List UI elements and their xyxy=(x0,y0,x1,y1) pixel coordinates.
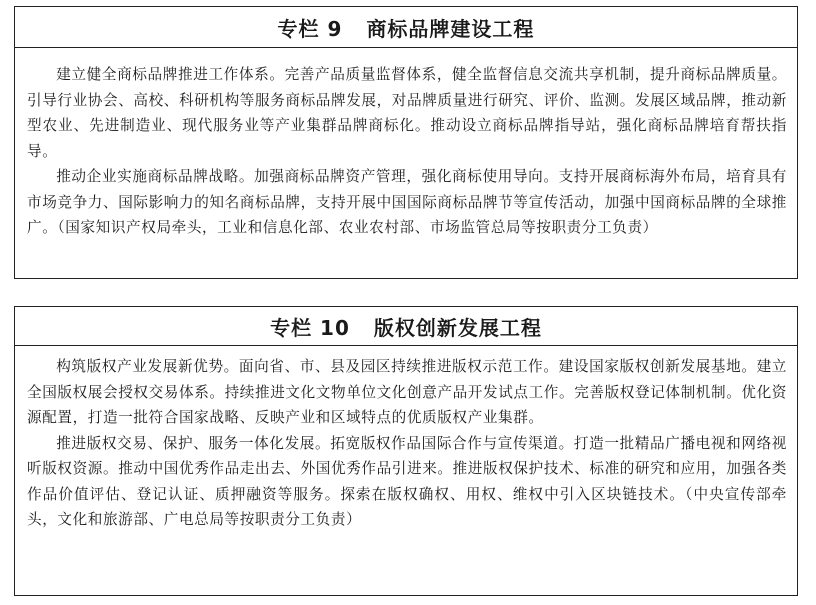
paragraph: 推动企业实施商标品牌战略。加强商标品牌资产管理，强化商标使用导向。支持开展商标海外布局，培育具有市场竞争力、国际影响力的知名商标品牌，支持开展中国国际商标品牌节等宣传活动，加强中国商标品牌的全球推广。（国家知识产权局牵头，工业和信息化部、农业农村部、市场监管总局等按职责分工负责） xyxy=(27,168,787,236)
column-title xyxy=(15,307,797,346)
column-heading: 版权创新发展工程 xyxy=(373,315,542,340)
column-number: 专栏 9 xyxy=(277,16,343,41)
paragraph: 构筑版权产业发展新优势。面向省、市、县及园区持续推进版权示范工作。建设国家版权创新发展基地。建立全国版权展会授权交易体系。持续推进文化文物单位文化创意产品开发试点工作。完善版权登记体制机制。优化资源配置，打造一批符合国家战略、反映产业和区域特点的优质版权产业集群。 xyxy=(27,358,787,426)
paragraph: 建立健全商标品牌推进工作体系。完善产品质量监督体系，健全监督信息交流共享机制，提升商标品牌质量。引导行业协会、高校、科研机构等服务商标品牌发展，对品牌质量进行研究、评价、监测。发展区域品牌，推动新型农业、先进制造业、现代服务业等产业集群品牌商标化。推动设立商标品牌指导站，强化商标品牌培育帮扶指导。 xyxy=(27,66,787,160)
column-number: 专栏 10 xyxy=(270,315,350,340)
column-box-9 xyxy=(14,6,798,279)
column-heading: 商标品牌建设工程 xyxy=(366,16,535,41)
column-body xyxy=(15,48,797,241)
column-body xyxy=(15,346,797,533)
column-box-10 xyxy=(14,306,798,596)
column-title xyxy=(15,7,797,48)
paragraph: 推进版权交易、保护、服务一体化发展。拓宽版权作品国际合作与宣传渠道。打造一批精品广播电视和网络视听版权资源。推动中国优秀作品走出去、外国优秀作品引进来。推进版权保护技术、标准的研究和应用，加强各类作品价值评估、登记认证、质押融资等服务。探索在版权确权、用权、维权中引入区块链技术。（中央宣传部牵头，文化和旅游部、广电总局等按职责分工负责） xyxy=(27,434,787,528)
